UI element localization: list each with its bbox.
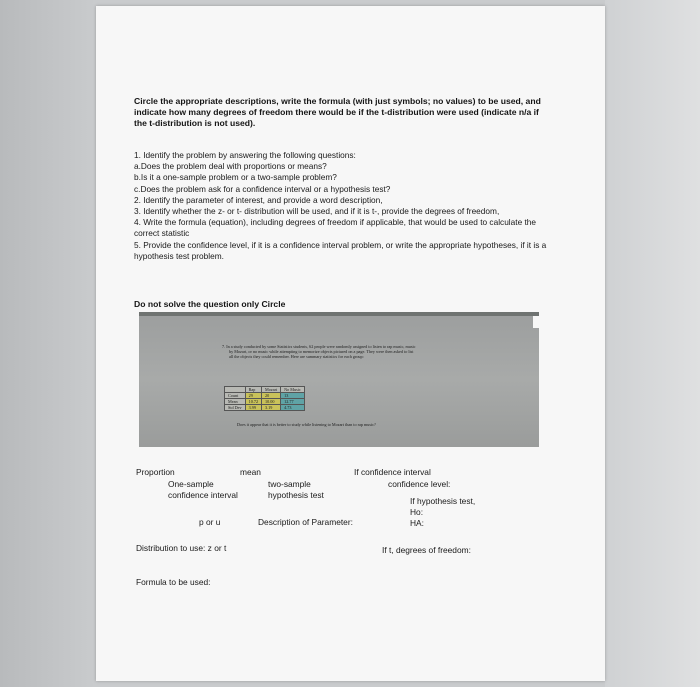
label-ho: Ho: xyxy=(410,507,424,517)
photo-top-edge xyxy=(139,312,539,316)
question-line-1: 7. In a study conducted by some Statistics students, 62 people were randomly assigned to listen to rap music, music xyxy=(222,344,416,349)
step-4: 4. Write the formula (equation), including degrees of freedom if applicable, that would be used to calculate the correct statistic xyxy=(134,217,537,239)
question-line-3: all the objects they could remember. Here are summary statistics for each group: xyxy=(229,354,364,359)
table-cell: 3.99 xyxy=(245,405,261,411)
instruction-steps xyxy=(134,150,549,262)
table-header-cell: Rap xyxy=(245,387,261,393)
question-photo xyxy=(139,312,539,447)
step-5: 5. Provide the confidence level, if it is a confidence interval problem, or write the appropriate hypotheses, if it is a hypothesis test problem. xyxy=(134,239,547,261)
step-3: 3. Identify whether the z- or t- distribution will be used, and if it is t-, provide the degrees of freedom, xyxy=(134,206,500,217)
table-cell: Count xyxy=(225,393,246,399)
table-header-cell: Mozart xyxy=(262,387,281,393)
table-cell: Std Dev xyxy=(225,405,246,411)
background-right xyxy=(605,0,700,687)
question-followup: Does it appear that it is better to study while listening to Mozart than to rap music? xyxy=(237,422,376,427)
table-cell: 4.73 xyxy=(281,405,305,411)
label-ha: HA: xyxy=(410,518,424,528)
do-not-solve-note: Do not solve the question only Circle xyxy=(134,299,286,309)
step-1a: a.Does the problem deal with proportions or means? xyxy=(134,161,327,172)
table-cell: Mean xyxy=(225,399,246,405)
table-cell: 10.00 xyxy=(262,399,281,405)
table-cell: 3.19 xyxy=(262,405,281,411)
table-cell: 29 xyxy=(245,393,261,399)
worksheet-page xyxy=(96,6,605,681)
instructions-intro: Circle the appropriate descriptions, write the formula (with just symbols; no values) to be used, and indicate how many degrees of freedom there would be if the t-distribution were used (indicate n/a if the t-distribution is not used). xyxy=(134,96,541,129)
option-mean[interactable]: mean xyxy=(240,467,261,477)
table-cell: 10.72 xyxy=(245,399,261,405)
option-confidence-interval[interactable]: confidence interval xyxy=(168,490,238,500)
option-p-or-u[interactable]: p or u xyxy=(199,517,221,527)
table-cell: 20 xyxy=(262,393,281,399)
step-1: 1. Identify the problem by answering the following questions: xyxy=(134,150,356,160)
step-2: 2. Identify the parameter of interest, and provide a word description, xyxy=(134,194,383,205)
photo-corner xyxy=(533,316,539,328)
label-distribution: Distribution to use: z or t xyxy=(136,543,227,553)
background-left xyxy=(0,0,95,687)
table-cell: 13 xyxy=(281,393,305,399)
option-two-sample[interactable]: two-sample xyxy=(268,479,311,489)
label-degrees-freedom: If t, degrees of freedom: xyxy=(382,545,471,555)
question-line-2: by Mozart, or no music while attempting to memorize objects pictured on a page. They were then asked to list xyxy=(229,349,414,354)
table-cell: 12.77 xyxy=(281,399,305,405)
option-hypothesis-test[interactable]: hypothesis test xyxy=(268,490,324,500)
summary-table xyxy=(224,386,305,411)
step-1c: c.Does the problem ask for a confidence interval or a hypothesis test? xyxy=(134,183,391,194)
label-if-ci: If confidence interval xyxy=(354,467,431,477)
option-proportion[interactable]: Proportion xyxy=(136,467,175,477)
step-1b: b.Is it a one-sample problem or a two-sample problem? xyxy=(134,172,337,183)
table-row xyxy=(225,399,305,405)
label-confidence-level: confidence level: xyxy=(388,479,451,489)
label-if-ht: If hypothesis test, xyxy=(410,496,476,506)
table-row xyxy=(225,405,305,411)
label-description-parameter: Description of Parameter: xyxy=(258,517,353,527)
option-one-sample[interactable]: One-sample xyxy=(168,479,214,489)
label-formula: Formula to be used: xyxy=(136,577,211,587)
table-header-cell: No Music xyxy=(281,387,305,393)
